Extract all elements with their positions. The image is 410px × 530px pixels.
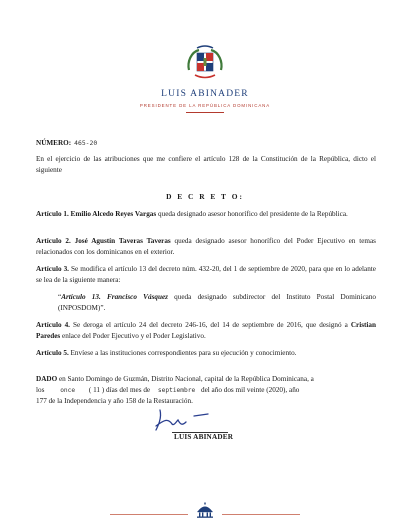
article-5 xyxy=(36,348,376,359)
decree-number xyxy=(36,138,97,149)
dado-paragraph xyxy=(36,374,376,407)
article-2-text: queda designado asesor honorífico del Poder Ejecutivo en temas relacionados con los dominicanos en el exterior. xyxy=(36,237,376,256)
article-1-text: queda designado asesor honorífico del presidente de la República. xyxy=(156,210,348,218)
header-president-name: LUIS ABINADER xyxy=(161,89,249,99)
article-3 xyxy=(36,264,376,286)
decree-heading: D E C R E T O: xyxy=(166,192,244,201)
dado-dias-del-mes: días del mes de xyxy=(106,386,151,394)
quote-text: queda designado subdirector del Instituto Postal Dominicano (INPOSDOM)”. xyxy=(58,293,377,312)
dado-year-text: del año dos mil veinte (2020), año xyxy=(200,386,300,394)
article-2 xyxy=(36,236,376,258)
article-5-text: Envíese a las instituciones correspondientes para su ejecución y conocimiento. xyxy=(68,349,297,357)
palace-icon xyxy=(196,502,214,518)
article-4-text-before: Se deroga el artículo 24 del decreto 246-16, del 14 de septiembre de 2016, que designó a xyxy=(69,321,351,329)
dado-los: los xyxy=(36,386,45,394)
quote-open-mark: “ xyxy=(58,293,62,301)
decree-number-value: 465-20 xyxy=(74,139,98,147)
article-3-text: Se modifica el artículo 13 del decreto núm. 432-20, del 1 de septiembre de 2020, para que en lo adelante se lea de la siguiente manera: xyxy=(36,265,376,284)
dado-line-1 xyxy=(36,374,376,385)
article-2-label: Artículo 2. xyxy=(36,237,71,245)
signature-name: LUIS ABINADER xyxy=(174,433,234,441)
dado-label: DADO xyxy=(36,375,58,383)
decree-number-label: NÚMERO: xyxy=(36,139,72,147)
dado-day-word: once xyxy=(60,387,76,394)
dado-month: septiembre xyxy=(157,387,196,394)
dado-line-1-text: en Santo Domingo de Guzmán, Distrito Nacional, capital de la República Dominicana, a xyxy=(57,375,314,383)
header-title: PRESIDENTE DE LA REPÚBLICA DOMINICANA xyxy=(139,103,271,108)
intro-paragraph: En el ejercicio de las atribuciones que me confiere el artículo 128 de la Constitución de la República, dicto el siguiente xyxy=(36,155,376,174)
footer-line-left xyxy=(110,514,188,515)
article-2-name: José Agustín Taveras Taveras xyxy=(74,237,171,245)
article-4-label: Artículo 4. xyxy=(36,321,70,329)
article-1-name: Emilio Alcedo Reyes Vargas xyxy=(70,210,157,218)
article-13-quote xyxy=(58,292,376,314)
quote-label: Artículo 13. Francisco Vásquez xyxy=(61,293,168,301)
dado-line-2 xyxy=(36,385,376,396)
article-1 xyxy=(36,209,376,220)
article-4 xyxy=(36,320,376,342)
handwritten-signature xyxy=(150,406,220,432)
article-1-label: Artículo 1. xyxy=(36,210,69,218)
article-5-label: Artículo 5. xyxy=(36,349,69,357)
article-3-label: Artículo 3. xyxy=(36,265,69,273)
article-4-text-after: enlace del Poder Ejecutivo y el Poder Legislativo. xyxy=(60,332,206,340)
coat-of-arms-seal xyxy=(183,44,227,84)
article-4-name: Cristian Paredes xyxy=(36,321,376,340)
dado-line-3: 177 de la Independencia y año 158 de la Restauración. xyxy=(36,397,193,405)
footer-line-right xyxy=(222,514,300,515)
dado-day-number: ( 11 ) xyxy=(88,386,105,394)
header-divider xyxy=(186,112,224,113)
